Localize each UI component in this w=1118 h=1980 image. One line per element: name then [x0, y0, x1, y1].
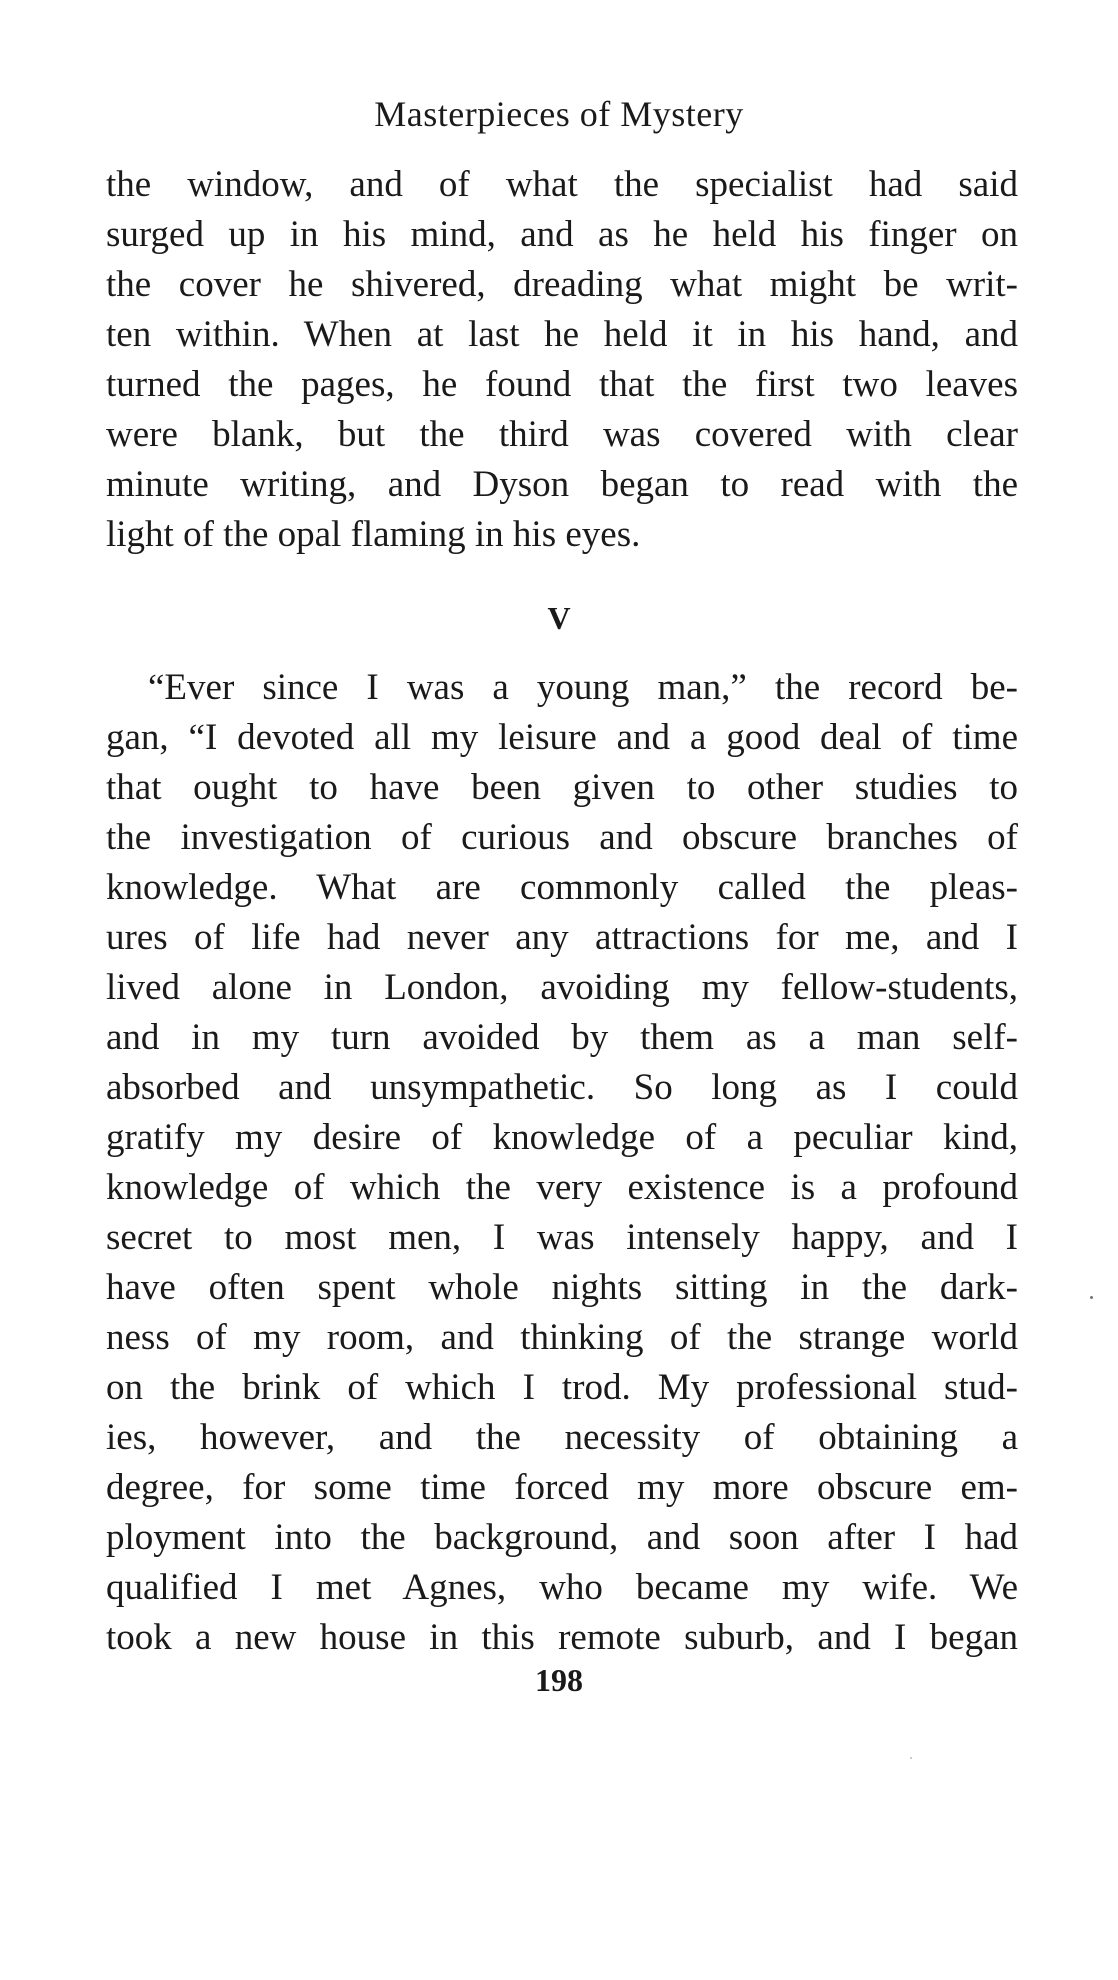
running-head: Masterpieces of Mystery — [374, 94, 744, 134]
text-line: took a new house in this remote suburb, and I began — [106, 1617, 1018, 1658]
text-line: that ought to have been given to other studies to — [106, 767, 1018, 808]
text-line: ies, however, and the necessity of obtaining a — [106, 1417, 1018, 1458]
text-line: surged up in his mind, and as he held his finger on — [106, 214, 1018, 255]
text-line: the investigation of curious and obscure branches of — [106, 817, 1018, 858]
text-line: minute writing, and Dyson began to read with the — [106, 464, 1018, 505]
text-line: the window, and of what the specialist had said — [106, 164, 1018, 205]
text-line: the cover he shivered, dreading what might be writ- — [106, 264, 1018, 305]
text-line: degree, for some time forced my more obscure em- — [106, 1467, 1018, 1508]
text-line: gratify my desire of knowledge of a peculiar kind, — [106, 1117, 1018, 1158]
text-line: secret to most men, I was intensely happy, and I — [106, 1217, 1018, 1258]
page-number: 198 — [535, 1662, 583, 1698]
text-line: qualified I met Agnes, who became my wife. We — [106, 1567, 1018, 1608]
text-line: turned the pages, he found that the first two leaves — [106, 364, 1018, 405]
text-line: ployment into the background, and soon after I had — [106, 1517, 1018, 1558]
section-numeral: V — [547, 600, 571, 636]
scan-speck — [910, 1757, 912, 1759]
text-line: gan, “I devoted all my leisure and a good deal of time — [106, 717, 1018, 758]
text-line: absorbed and unsympathetic. So long as I could — [106, 1067, 1018, 1108]
text-line: were blank, but the third was covered with clear — [106, 414, 1018, 455]
text-line: ures of life had never any attractions for me, and I — [106, 917, 1018, 958]
text-line: and in my turn avoided by them as a man self- — [106, 1017, 1018, 1058]
paragraph-2 — [106, 663, 1018, 1663]
text-line: knowledge. What are commonly called the pleas- — [106, 867, 1018, 908]
paragraph-1 — [106, 160, 1018, 560]
text-line: knowledge of which the very existence is a profound — [106, 1167, 1018, 1208]
text-line: “Ever since I was a young man,” the record be- — [148, 667, 1018, 708]
text-line: lived alone in London, avoiding my fellow-students, — [106, 967, 1018, 1008]
text-line: ten within. When at last he held it in his hand, and — [106, 314, 1018, 355]
text-line: ness of my room, and thinking of the strange world — [106, 1317, 1018, 1358]
text-line: on the brink of which I trod. My professional stud- — [106, 1367, 1018, 1408]
scan-speck — [1090, 1296, 1093, 1299]
text-line: have often spent whole nights sitting in the dark- — [106, 1267, 1018, 1308]
text-line: light of the opal flaming in his eyes. — [106, 514, 641, 555]
